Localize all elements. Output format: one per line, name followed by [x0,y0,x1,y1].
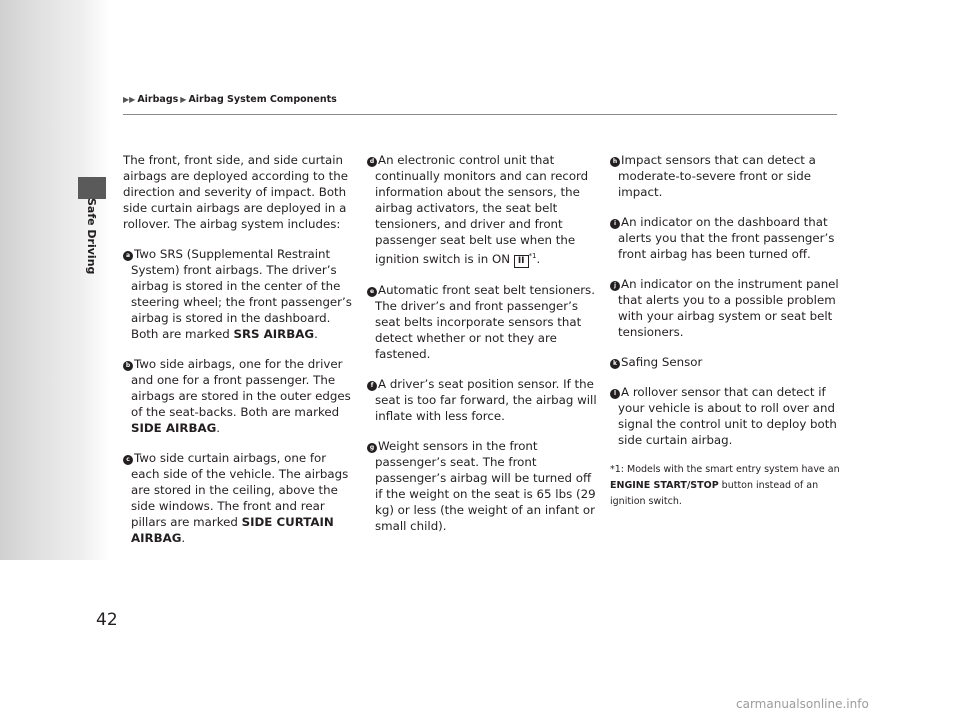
marker-h-icon: h [610,157,620,167]
header-divider [123,114,837,115]
section-label: Safe Driving [85,198,98,275]
component-item: i An indicator on the dashboard that alerts you that the front passenger’s front airbag has been turned off. [610,214,842,262]
footnote-ref: *1 [528,252,537,260]
marker-b-icon: b [123,361,133,371]
component-item: j An indicator on the instrument panel that alerts you to a possible problem with your airbag system or seat belt tensioners. [610,276,842,340]
component-item: e Automatic front seat belt tensioners. The driver’s and front passenger’s seat belts incorporate sensors that detect whether or not they are fastened. [367,282,599,362]
breadcrumb-arrow-icon: ▶ [180,95,187,104]
marker-j-icon: j [610,281,620,291]
component-item: a Two SRS (Supplemental Restraint System) front airbags. The driver’s airbag is stored in the center of the steering wheel; the front passenger’s airbag is stored in the dashboard. Both are marked SRS AIRBAG. [123,246,355,342]
component-item: k Safing Sensor [610,354,842,370]
marker-a-icon: a [123,251,133,261]
footnote: *1: Models with the smart entry system have an ENGINE START/STOP button instead of an ignition switch. [610,464,840,507]
column-1 [123,152,355,560]
breadcrumb-arrow-icon: ▶▶ [123,95,136,104]
component-item: g Weight sensors in the front passenger’s seat. The front passenger’s airbag will be turned off if the weight on the seat is 65 lbs (29 kg) or less (the weight of an infant or small child). [367,438,599,534]
marker-f-icon: f [367,381,377,391]
column-3 [610,152,842,510]
column-2 [367,152,599,548]
watermark: carmanualsonline.info [736,697,869,711]
marker-d-icon: d [367,157,377,167]
breadcrumb-item-components[interactable]: Airbag System Components [188,94,337,105]
component-item: d An electronic control unit that continually monitors and can record information about the sensors, the airbag activators, the seat belt tensioners, and driver and front passenger seat belt use when the ignition switch is in ON II $^{*1}$. [367,152,599,268]
component-item: c Two side curtain airbags, one for each side of the vehicle. The airbags are stored in the ceiling, above the side windows. The front and rear pillars are marked SIDE CURTAIN AIRBAG. [123,450,355,546]
breadcrumb-item-airbags[interactable]: Airbags [137,94,179,105]
marker-g-icon: g [367,443,377,453]
ignition-key-icon: II [514,255,529,268]
component-item: h Impact sensors that can detect a moderate-to-severe front or side impact. [610,152,842,200]
marker-l-icon: l [610,389,620,399]
marker-i-icon: i [610,219,620,229]
component-item: b Two side airbags, one for the driver and one for a front passenger. The airbags are stored in the outer edges of the seat-backs. Both are marked SIDE AIRBAG. [123,356,355,436]
sidebar-gradient [0,0,110,560]
marker-k-icon: k [610,359,620,369]
page-number: 42 [96,610,118,630]
breadcrumb [123,94,337,105]
section-tab [78,177,106,199]
component-item: f A driver’s seat position sensor. If the seat is too far forward, the airbag will inflate with less force. [367,376,599,424]
marker-e-icon: e [367,287,377,297]
marker-c-icon: c [123,455,133,465]
component-item: l A rollover sensor that can detect if your vehicle is about to roll over and signal the control unit to deploy both side curtain airbag. [610,384,842,448]
intro-paragraph: The front, front side, and side curtain airbags are deployed according to the direction and severity of impact. Both side curtain airbags are deployed in a rollover. The airbag system includes: [123,153,348,231]
